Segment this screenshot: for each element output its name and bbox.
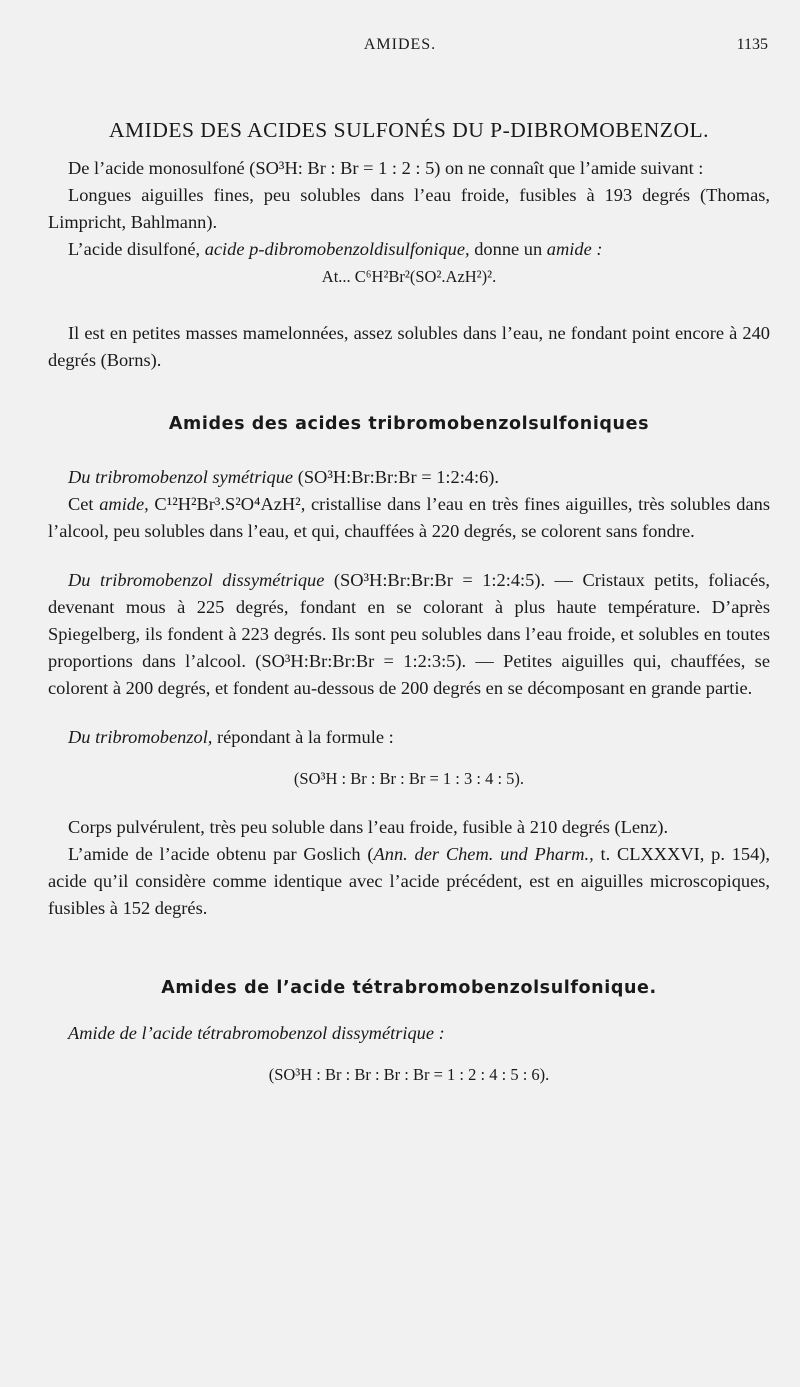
running-head	[0, 36, 800, 58]
italic-run: acide p-dibromobenzoldisulfonique,	[204, 239, 470, 259]
formula: (SO³H : Br : Br : Br = 1 : 3 : 4 : 5).	[293, 769, 525, 788]
paragraph	[48, 464, 770, 491]
italic-run: Du tribromobenzol,	[68, 727, 213, 747]
paragraph: Il est en petites masses mamelonnées, assez solubles dans l’eau, ne fondant point encore à 240 degrés (Borns).	[48, 323, 770, 370]
italic-run: amide,	[99, 494, 149, 514]
italic-run: Du tribromobenzol dissymétrique	[68, 570, 325, 590]
italic-run: amide :	[546, 239, 603, 259]
paragraph: Amide de l’acide tétrabromobenzol dissymétrique :	[68, 1023, 445, 1043]
running-head-title: AMIDES.	[363, 36, 437, 53]
paragraph	[48, 724, 770, 751]
text-run: (SO³H:Br:Br:Br = 1:2:4:6).	[293, 467, 500, 487]
section-heading-tetrabromobenzol: Amides de l’acide tétrabromobenzolsulfonique.	[161, 978, 657, 998]
text-run: t. CLXXXVI, p. 154), acide qu’il considère comme identique avec l’acide précédent, est en aiguilles microscopiques, fusibles à 152 degrés.	[48, 844, 770, 918]
paragraph	[48, 236, 770, 263]
text-run: (SO³H:Br:Br:Br = 1:2:4:5). — Cristaux petits, foliacés, devenant mous à 225 degrés, fondant en se colorant à plus haute température. D’après Spiegelberg, ils fondent à 223 degrés. Ils sont peu solubles dans l’eau froide, et solubles en toutes proportions dans l’alcool. (SO³H:Br:Br:Br = 1:2:3:5). — Petites aiguilles qui, chauffées, se colorent à 200 degrés, et fondent au-dessous de 200 degrés en se décomposant en grande partie.	[48, 570, 771, 698]
paragraph: Longues aiguilles fines, peu solubles dans l’eau froide, fusibles à 193 degrés (Thomas, Limpricht, Bahlmann).	[48, 185, 770, 232]
italic-run: Du tribromobenzol symétrique	[68, 467, 294, 487]
section-heading-dibromobenzol: AMIDES DES ACIDES SULFONÉS DU P-DIBROMOBENZOL.	[109, 118, 709, 142]
formula: (SO³H : Br : Br : Br : Br = 1 : 2 : 4 : 5 : 6).	[268, 1065, 550, 1084]
page-number: 1135	[736, 36, 768, 53]
paragraph: Corps pulvérulent, très peu soluble dans l’eau froide, fusible à 210 degrés (Lenz).	[68, 817, 669, 837]
formula: At... C⁶H²Br²(SO².AzH²)².	[321, 267, 497, 286]
text-run: C¹²H²Br³.S²O⁴AzH², cristallise dans l’eau en très fines aiguilles, très solubles dans l’alcool, peu solubles dans l’eau, et qui, chauffées à 220 degrés, se colorent sans fondre.	[48, 494, 770, 541]
text-run: répondant à la formule :	[212, 727, 394, 747]
italic-run: Ann. der Chem. und Pharm.,	[373, 844, 594, 864]
text-run: L’acide disulfoné,	[68, 239, 205, 259]
section-heading-tribromobenzol: Amides des acides tribromobenzolsulfoniques	[168, 414, 650, 434]
paragraph	[48, 567, 770, 702]
text-run: L’amide de l’acide obtenu par Goslich (	[68, 844, 374, 864]
text-run: Cet	[68, 494, 100, 514]
paragraph: De l’acide monosulfoné (SO³H: Br : Br = 1 : 2 : 5) on ne connaît que l’amide suivant :	[68, 158, 704, 178]
paragraph	[48, 841, 770, 922]
page-content	[48, 118, 770, 1088]
paragraph	[48, 491, 770, 545]
text-run: donne un	[469, 239, 547, 259]
